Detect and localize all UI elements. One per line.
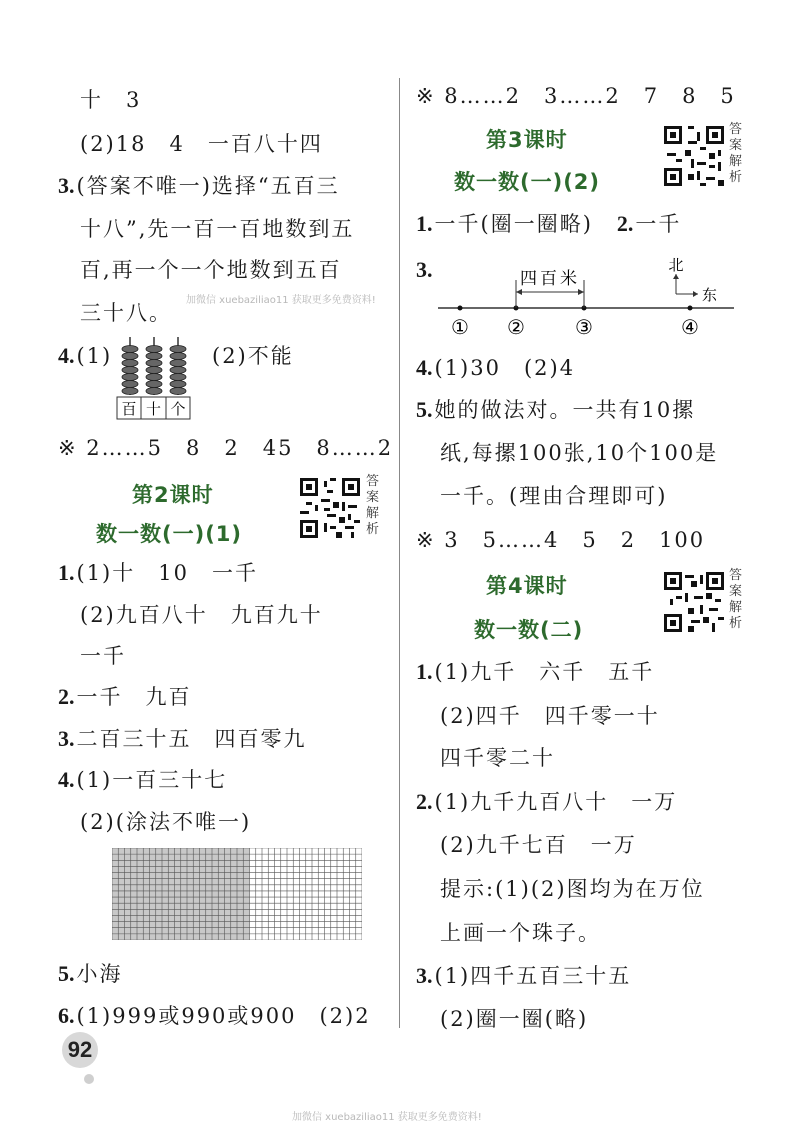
answer-line: 十八”,先一百一百地数到五 (80, 217, 355, 241)
question-number: 3. (416, 257, 433, 282)
abacus-figure (116, 333, 192, 421)
question-3 (58, 725, 307, 753)
answer-text: 她的做法对。一共有10摞 (434, 398, 696, 422)
abacus-label-ones: 个 (170, 400, 186, 418)
answer-line: (2)四千 四千零一十 (440, 704, 660, 728)
answer-text: (1)九千 六千 五千 (434, 660, 655, 684)
question-5 (416, 396, 695, 424)
answer-line: (2)18 4 一百八十四 (80, 132, 323, 156)
question-number: 4. (416, 355, 433, 380)
page-decoration (84, 1074, 94, 1084)
qr-label: 答案解析 (729, 122, 743, 185)
question-number: 3. (58, 726, 75, 751)
point-label-3: ③ (575, 315, 593, 339)
answer-line: 一千 (80, 644, 126, 668)
lesson-title: 第4课时 (486, 574, 568, 598)
answer-text: (1)30 (2)4 (434, 356, 576, 380)
watermark: 加微信 xuebaziliao11 获取更多免费资料! (292, 1112, 482, 1123)
question-3 (416, 962, 631, 990)
point-label-1: ① (451, 315, 469, 339)
question-number: 3. (58, 173, 75, 198)
qr-code[interactable] (664, 572, 724, 632)
answer-line: 一千。(理由合理即可) (440, 484, 668, 508)
column-divider (399, 78, 400, 1028)
north-label: 北 (668, 256, 684, 274)
question-6 (58, 1002, 371, 1030)
lesson-title: 第3课时 (486, 128, 568, 152)
answer-line: 提示:(1)(2)图均为在万位 (440, 877, 705, 901)
east-label: 东 (702, 286, 718, 304)
qr-code[interactable] (664, 126, 724, 186)
answer-text: (1)九千九百八十 一万 (434, 790, 678, 814)
bonus-answer-line: ※ 3 5……4 5 2 100 (416, 528, 706, 552)
answer-line: (2)九百八十 九百九十 (80, 603, 323, 627)
question-number: 1. (416, 211, 433, 236)
question-4 (58, 766, 227, 794)
answer-text: 一千(圈一圈略) (434, 212, 593, 236)
question-1 (416, 210, 681, 238)
qr-label: 答案解析 (366, 474, 380, 537)
question-number: 4. (58, 767, 75, 792)
answer-line: 四千零二十 (440, 746, 555, 770)
question-4 (416, 354, 575, 382)
question-2 (416, 788, 677, 816)
bonus-answer-line: ※ 8……2 3……2 7 8 5 (416, 84, 736, 108)
answer-text: (1)999或990或900 (2)2 (76, 1004, 371, 1028)
point-label-4: ④ (681, 315, 699, 339)
answer-line: (2)圈一圈(略) (440, 1007, 589, 1031)
question-number: 6. (58, 1003, 75, 1028)
abacus-label-hundreds: 百 (121, 400, 137, 418)
question-number: 3. (416, 963, 433, 988)
question-number: 1. (58, 560, 75, 585)
question-number: 4. (58, 343, 75, 368)
question-number: 2. (416, 789, 433, 814)
answer-text: (1) (76, 344, 113, 368)
watermark: 加微信 xuebaziliao11 获取更多免费资料! (186, 295, 376, 306)
answer-line: 百,再一个一个地数到五百 (80, 258, 342, 282)
answer-line: (2)不能 (212, 344, 294, 368)
question-number: 5. (416, 397, 433, 422)
question-number: 1. (416, 659, 433, 684)
answer-text: (1)一百三十七 (76, 768, 228, 792)
lesson-subtitle: 数一数(二) (474, 618, 584, 642)
lesson-subtitle: 数一数(一)(2) (454, 170, 601, 194)
question-number: 5. (58, 961, 75, 986)
point-label-2: ② (507, 315, 525, 339)
question-1 (58, 559, 258, 587)
answer-line: 纸,每摞100张,10个100是 (440, 441, 719, 465)
answer-text: 一千 九百 (76, 685, 192, 709)
answer-line: 上画一个珠子。 (440, 921, 601, 945)
answer-line: 十 3 (80, 88, 142, 112)
answer-text: (1)十 10 一千 (76, 561, 258, 585)
lesson-subtitle: 数一数(一)(1) (96, 522, 243, 546)
answer-text: (1)四千五百三十五 (434, 964, 632, 988)
answer-text: 二百三十五 四百零九 (76, 727, 307, 751)
answer-line: (2)九千七百 一万 (440, 833, 637, 857)
question-number: 2. (616, 211, 634, 236)
question-3 (58, 172, 340, 200)
question-number: 2. (58, 684, 75, 709)
distance-label: 四百米 (520, 269, 580, 289)
answer-line: 三十八。 (80, 301, 172, 325)
answer-text: (答案不唯一)选择“五百三 (76, 174, 340, 198)
answer-line: (2)(涂法不唯一) (80, 810, 252, 834)
question-3 (416, 256, 435, 284)
answer-text: 一千 (635, 212, 682, 236)
qr-code[interactable] (300, 478, 360, 538)
qr-label: 答案解析 (729, 568, 743, 631)
question-1 (416, 658, 654, 686)
answer-text: 小海 (76, 962, 123, 986)
page-number: 92 (62, 1032, 98, 1068)
grid-figure (112, 848, 362, 940)
question-4 (58, 342, 112, 370)
map-figure (436, 250, 736, 346)
question-2 (58, 683, 192, 711)
abacus-label-tens: 十 (145, 400, 162, 418)
bonus-answer-line: ※ 2……5 8 2 45 8……2 (58, 436, 394, 460)
lesson-title: 第2课时 (132, 483, 214, 507)
question-5 (58, 960, 123, 988)
